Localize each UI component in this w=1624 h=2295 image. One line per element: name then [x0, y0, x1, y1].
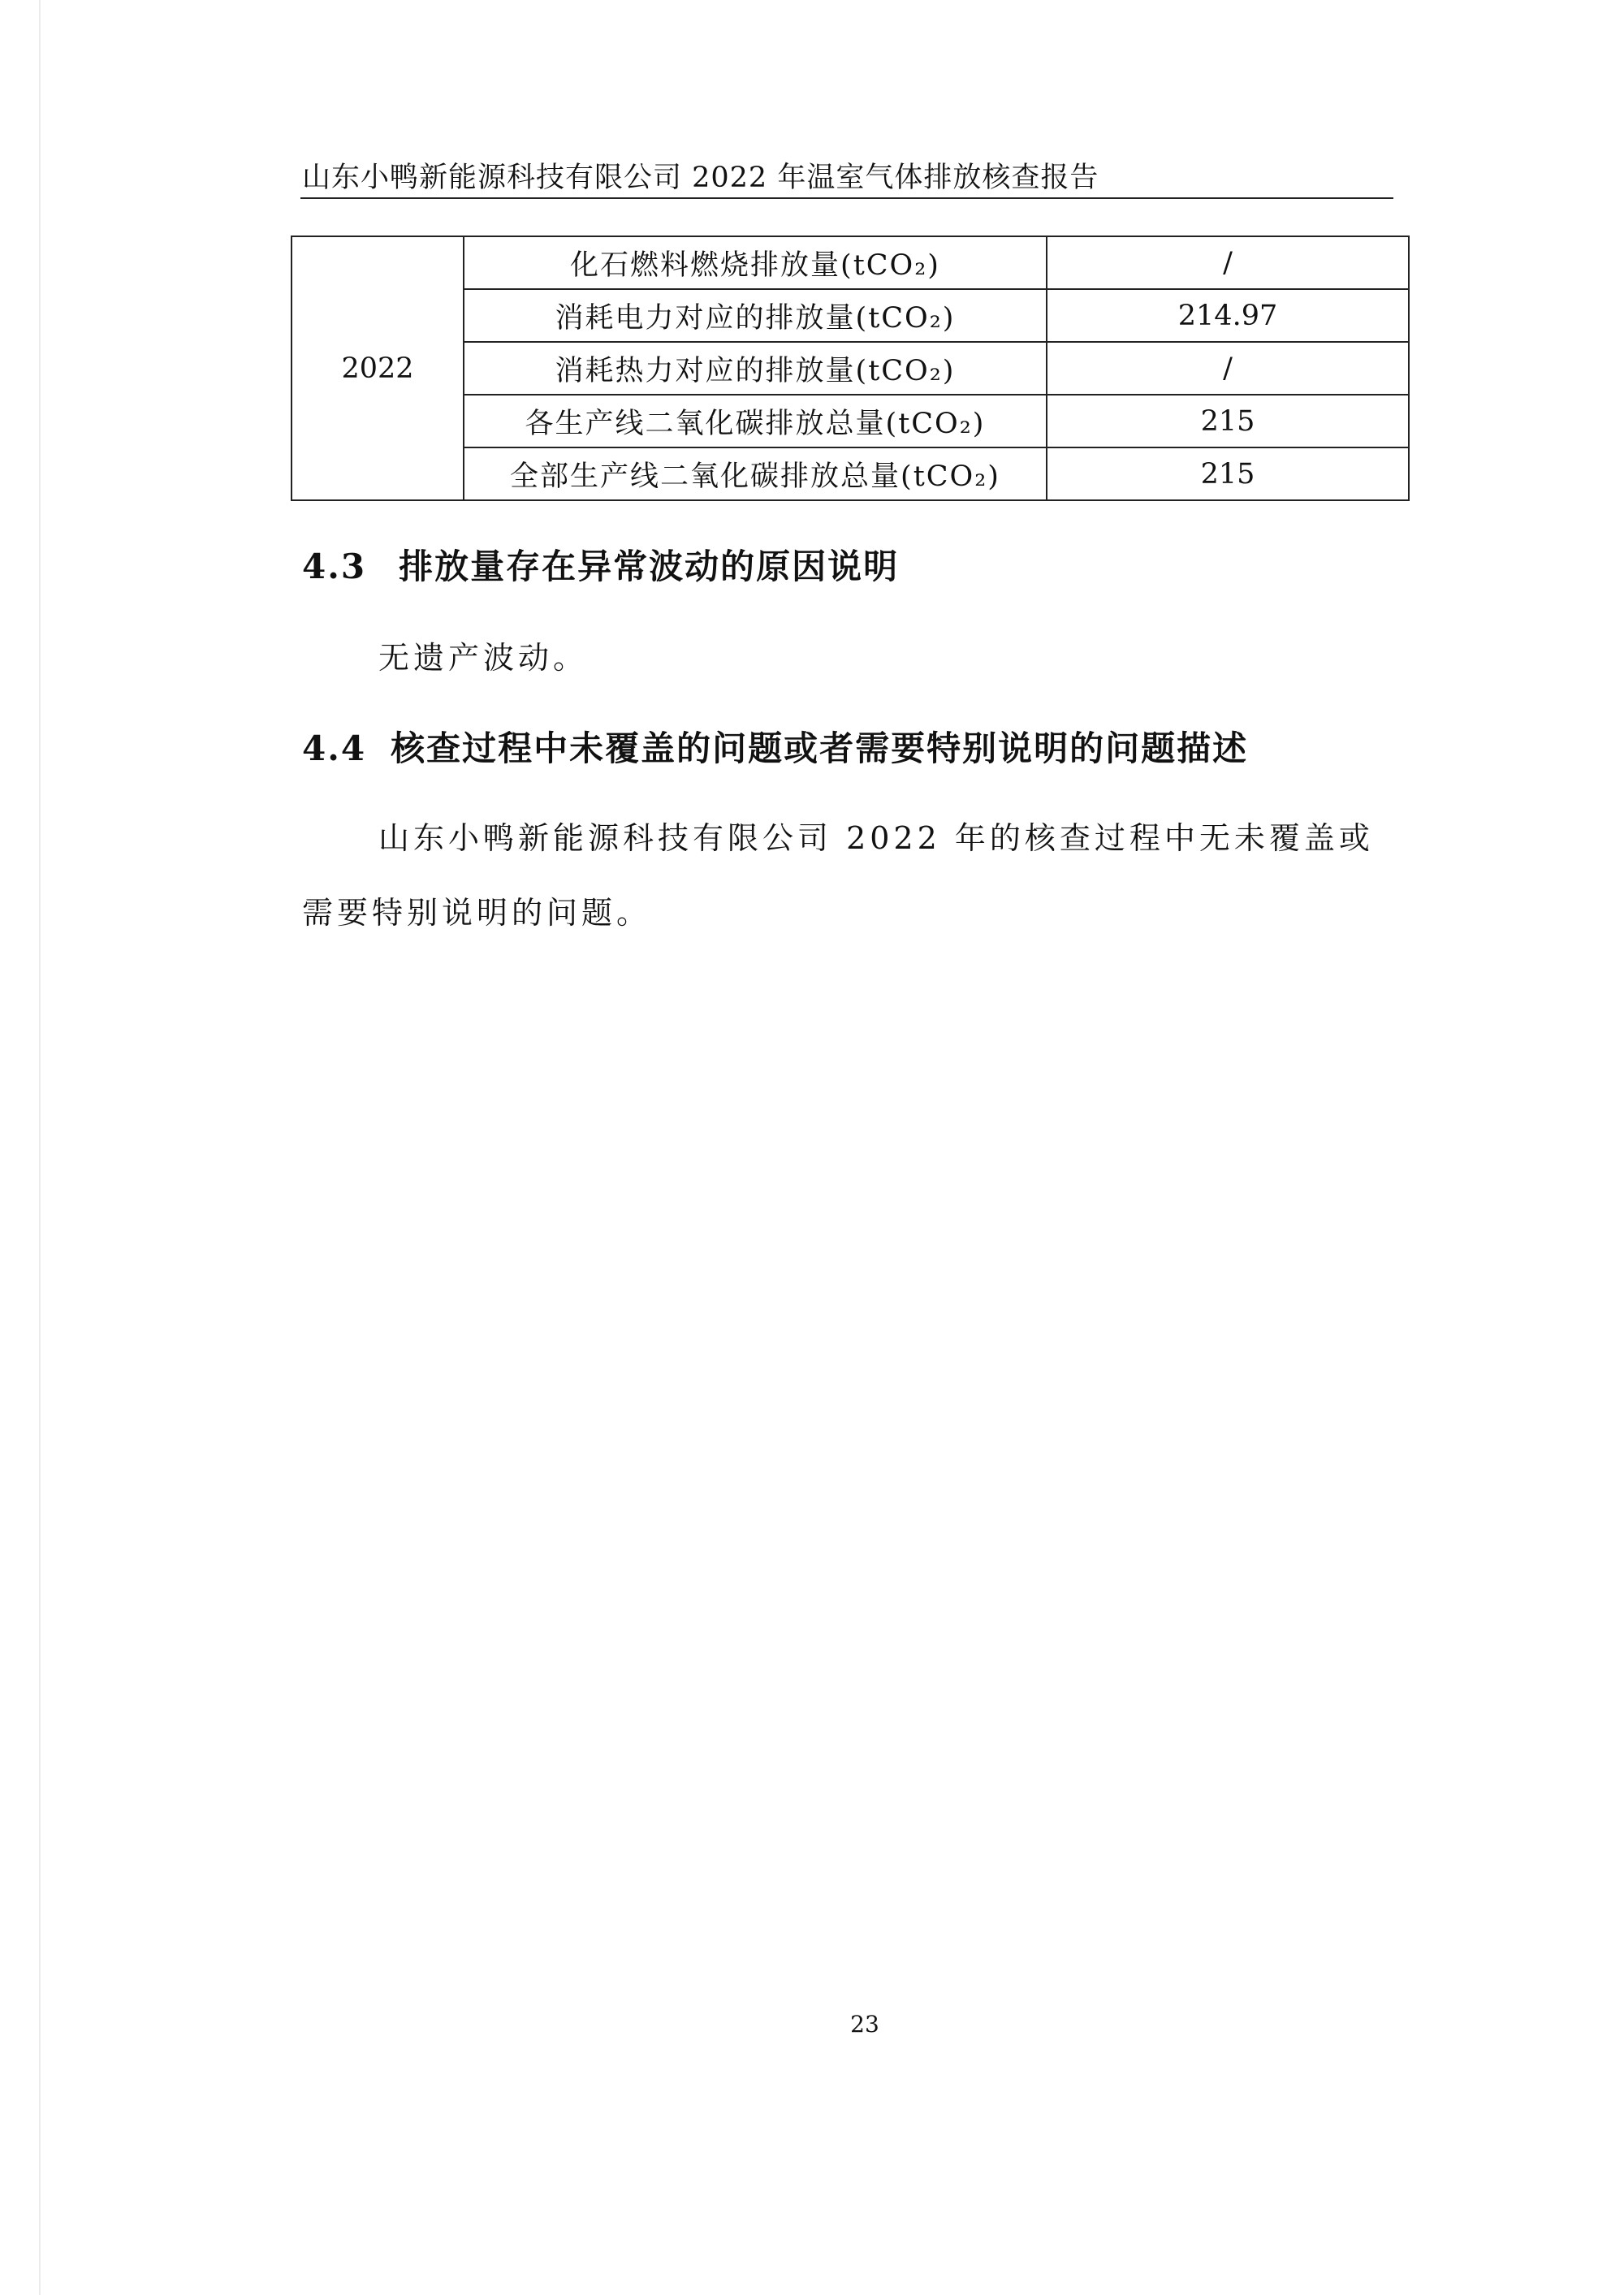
row-value: 215 — [1047, 395, 1409, 447]
row-value: 215 — [1047, 447, 1409, 500]
row-value: / — [1047, 342, 1409, 395]
section-number: 4.4 — [302, 728, 367, 768]
section-title: 排放量存在异常波动的原因说明 — [399, 547, 900, 586]
section-title: 核查过程中未覆盖的问题或者需要特别说明的问题描述 — [391, 728, 1249, 768]
row-label: 各生产线二氧化碳排放总量(tCO₂) — [464, 395, 1047, 447]
year-cell: 2022 — [292, 236, 464, 500]
emissions-table — [291, 236, 1410, 501]
section-heading-4-4 — [302, 724, 1248, 773]
row-label: 全部生产线二氧化碳排放总量(tCO₂) — [464, 447, 1047, 500]
row-value: 214.97 — [1047, 289, 1409, 342]
page-number: 23 — [850, 2011, 879, 2038]
running-header: 山东小鸭新能源科技有限公司 2022 年温室气体排放核查报告 — [302, 162, 1099, 194]
section-heading-4-3 — [302, 542, 899, 591]
header-rule — [300, 197, 1393, 199]
section-4-3-body: 无遗产波动。 — [378, 640, 589, 676]
row-label: 消耗热力对应的排放量(tCO₂) — [464, 342, 1047, 395]
table-row — [292, 236, 1409, 289]
page-edge — [39, 0, 41, 2295]
row-label: 消耗电力对应的排放量(tCO₂) — [464, 289, 1047, 342]
section-4-4-body-line-1: 山东小鸭新能源科技有限公司 2022 年的核查过程中无未覆盖或 — [378, 820, 1374, 856]
row-value: / — [1047, 236, 1409, 289]
row-label: 化石燃料燃烧排放量(tCO₂) — [464, 236, 1047, 289]
section-4-4-body-line-2: 需要特别说明的问题。 — [302, 895, 652, 931]
section-number: 4.3 — [302, 547, 367, 586]
